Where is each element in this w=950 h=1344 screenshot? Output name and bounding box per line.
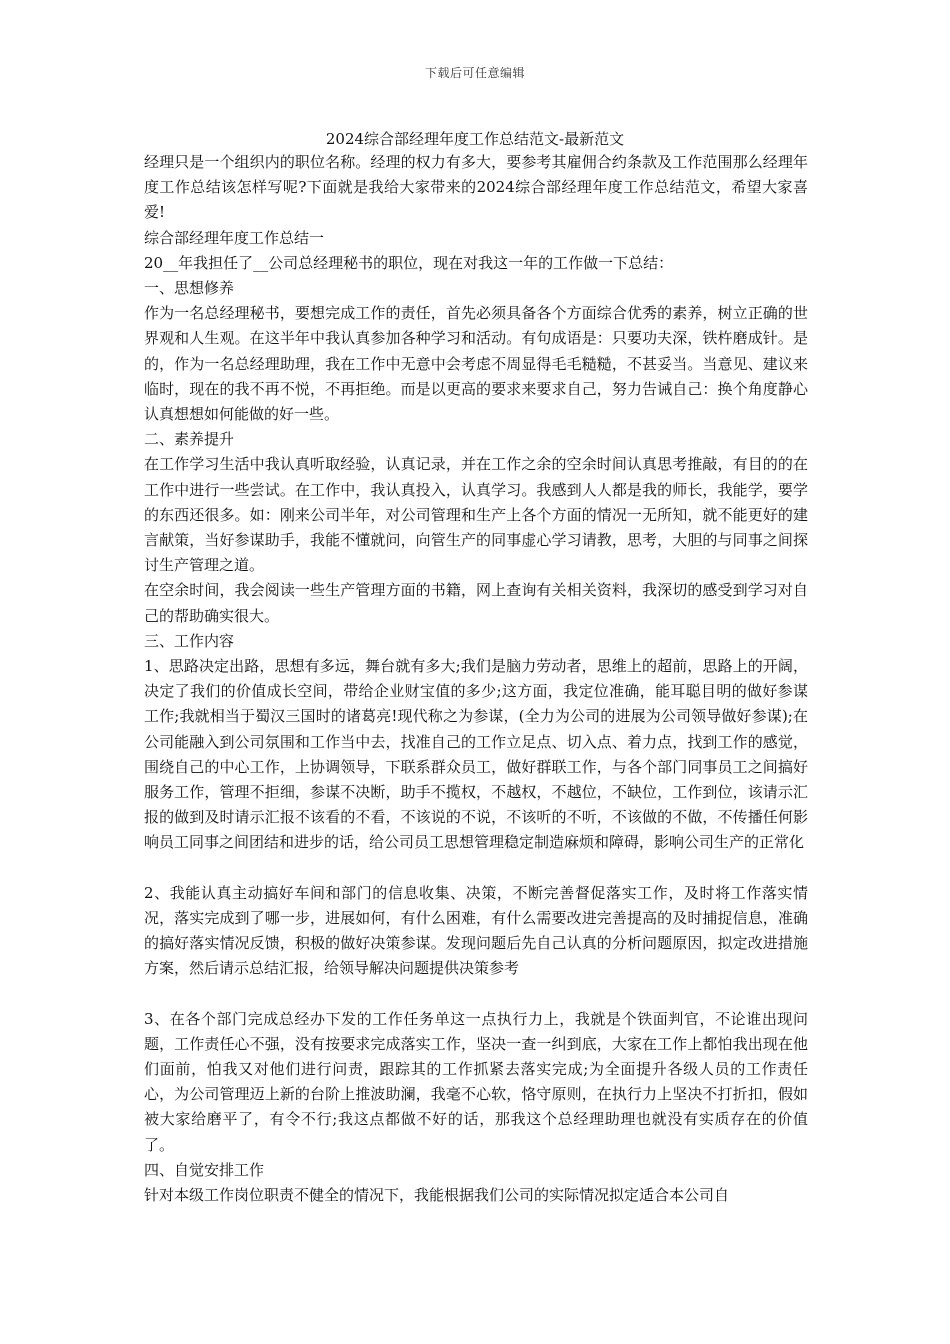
section-heading-quality: 二、素养提升 [144, 430, 235, 449]
paragraph-spacer [144, 856, 808, 881]
intro-paragraph: 经理只是一个组织内的职位名称。经理的权力有多大，要参考其雇佣合约条款及工作范围那么经理年度工作总结该怎样写呢?下面就是我给大家带来的2024综合部经理年度工作总结范文，希望大家喜爱! [144, 153, 808, 222]
header-note: 下载后可任意编辑 [424, 66, 525, 80]
section-heading-work-content: 三、工作内容 [144, 631, 235, 650]
work-item-2: 2、我能认真主动搞好车间和部门的信息收集、决策，不断完善督促落实工作，及时将工作落实情况，落实完成到了哪一步，进展如何，有什么困难，有什么需要改进完善提高的及时捕捉信息，准确的搞好落实情况反馈，积极的做好决策参谋。发现问题后先自己认真的分析问题原因，拟定改进措施方案，然后请示总结汇报，给领导解决问题提供决策参考 [144, 883, 808, 978]
quality-paragraph-2: 在空余时间，我会阅读一些生产管理方面的书籍，网上查询有关相关资料，我深切的感受到学习对自己的帮助确实很大。 [144, 581, 808, 625]
document-body [144, 150, 808, 1208]
work-item-1: 1、思路决定出路，思想有多远，舞台就有多大;我们是脑力劳动者，思维上的超前，思路上的开阔，决定了我们的价值成长空间，带给企业财宝值的多少;这方面，我定位准确，能耳聪目明的做好参谋工作;我就相当于蜀汉三国时的诸葛亮!现代称之为参谋，(全力为公司的进展为公司领导做好参谋);在公司能融入到公司氛围和工作当中去，找准自己的工作立足点、切入点、着力点，找到工作的感觉，围绕自己的中心工作，上协调领导，下联系群众员工，做好群联工作，与各个部门同事员工之间搞好服务工作，管理不拒细，参谋不决断，助手不揽权，不越权，不越位，不缺位，工作到位，该请示汇报的做到及时请示汇报不该看的不看，不该说的不说，不该听的不听，不该做的不做，不传播任何影响员工同事之间团结和进步的话，给公司员工思想管理稳定制造麻烦和障碍，影响公司生产的正常化 [144, 657, 808, 852]
paragraph-spacer [144, 982, 808, 1007]
self-arrange-paragraph: 针对本级工作岗位职责不健全的情况下，我能根据我们公司的实际情况拟定适合本公司自 [144, 1185, 730, 1204]
section-heading-summary-one: 综合部经理年度工作总结一 [144, 228, 325, 247]
section-heading-thought: 一、思想修养 [144, 279, 235, 298]
quality-paragraph-1: 在工作学习生活中我认真听取经验，认真记录，并在工作之余的空余时间认真思考推敲，有目的的在工作中进行一些尝试。在工作中，我认真投入，认真学习。我感到人人都是我的师长，我能学，要学的东西还很多。如：刚来公司半年，对公司管理和生产上各个方面的情况一无所知，就不能更好的建言献策，当好参谋助手，我能不懂就问，向管生产的同事虚心学习请教，思考，大胆的与同事之间探讨生产管理之道。 [144, 455, 808, 575]
section-heading-self-arrange: 四、自觉安排工作 [144, 1160, 265, 1179]
document-title: 2024综合部经理年度工作总结范文-最新范文 [325, 130, 625, 148]
thought-paragraph: 作为一名总经理秘书，要想完成工作的责任，首先必须具备各个方面综合优秀的素养，树立正确的世界观和人生观。在这半年中我认真参加各种学习和活动。有句成语是：只要功夫深，铁杵磨成针。是的，作为一名总经理助理，我在工作中无意中会考虑不周显得毛毛糙糙，不甚妥当。当意见、建议来临时，现在的我不再不悦，不再拒绝。而是以更高的要求来要求自己，努力告诫自己：换个角度静心认真想想如何能做的好一些。 [144, 304, 808, 424]
opening-paragraph: 20__年我担任了__公司总经理秘书的职位，现在对我这一年的工作做一下总结： [144, 253, 674, 272]
work-item-3: 3、在各个部门完成总经办下发的工作任务单这一点执行力上，我就是个铁面判官，不论谁出现问题，工作责任心不强，没有按要求完成落实工作，坚决一查一纠到底，大家在工作上都怕我出现在他们面前，怕我又对他们进行问责，跟踪其的工作抓紧去落实完成;为全面提升各级人员的工作责任心，为公司管理迈上新的台阶上推波助澜，我毫不心软，恪守原则，在执行力上坚决不打折扣，假如被大家给磨平了，有令不行;我这点都做不好的话，那我这个总经理助理也就没有实质存在的价值了。 [144, 1009, 808, 1154]
